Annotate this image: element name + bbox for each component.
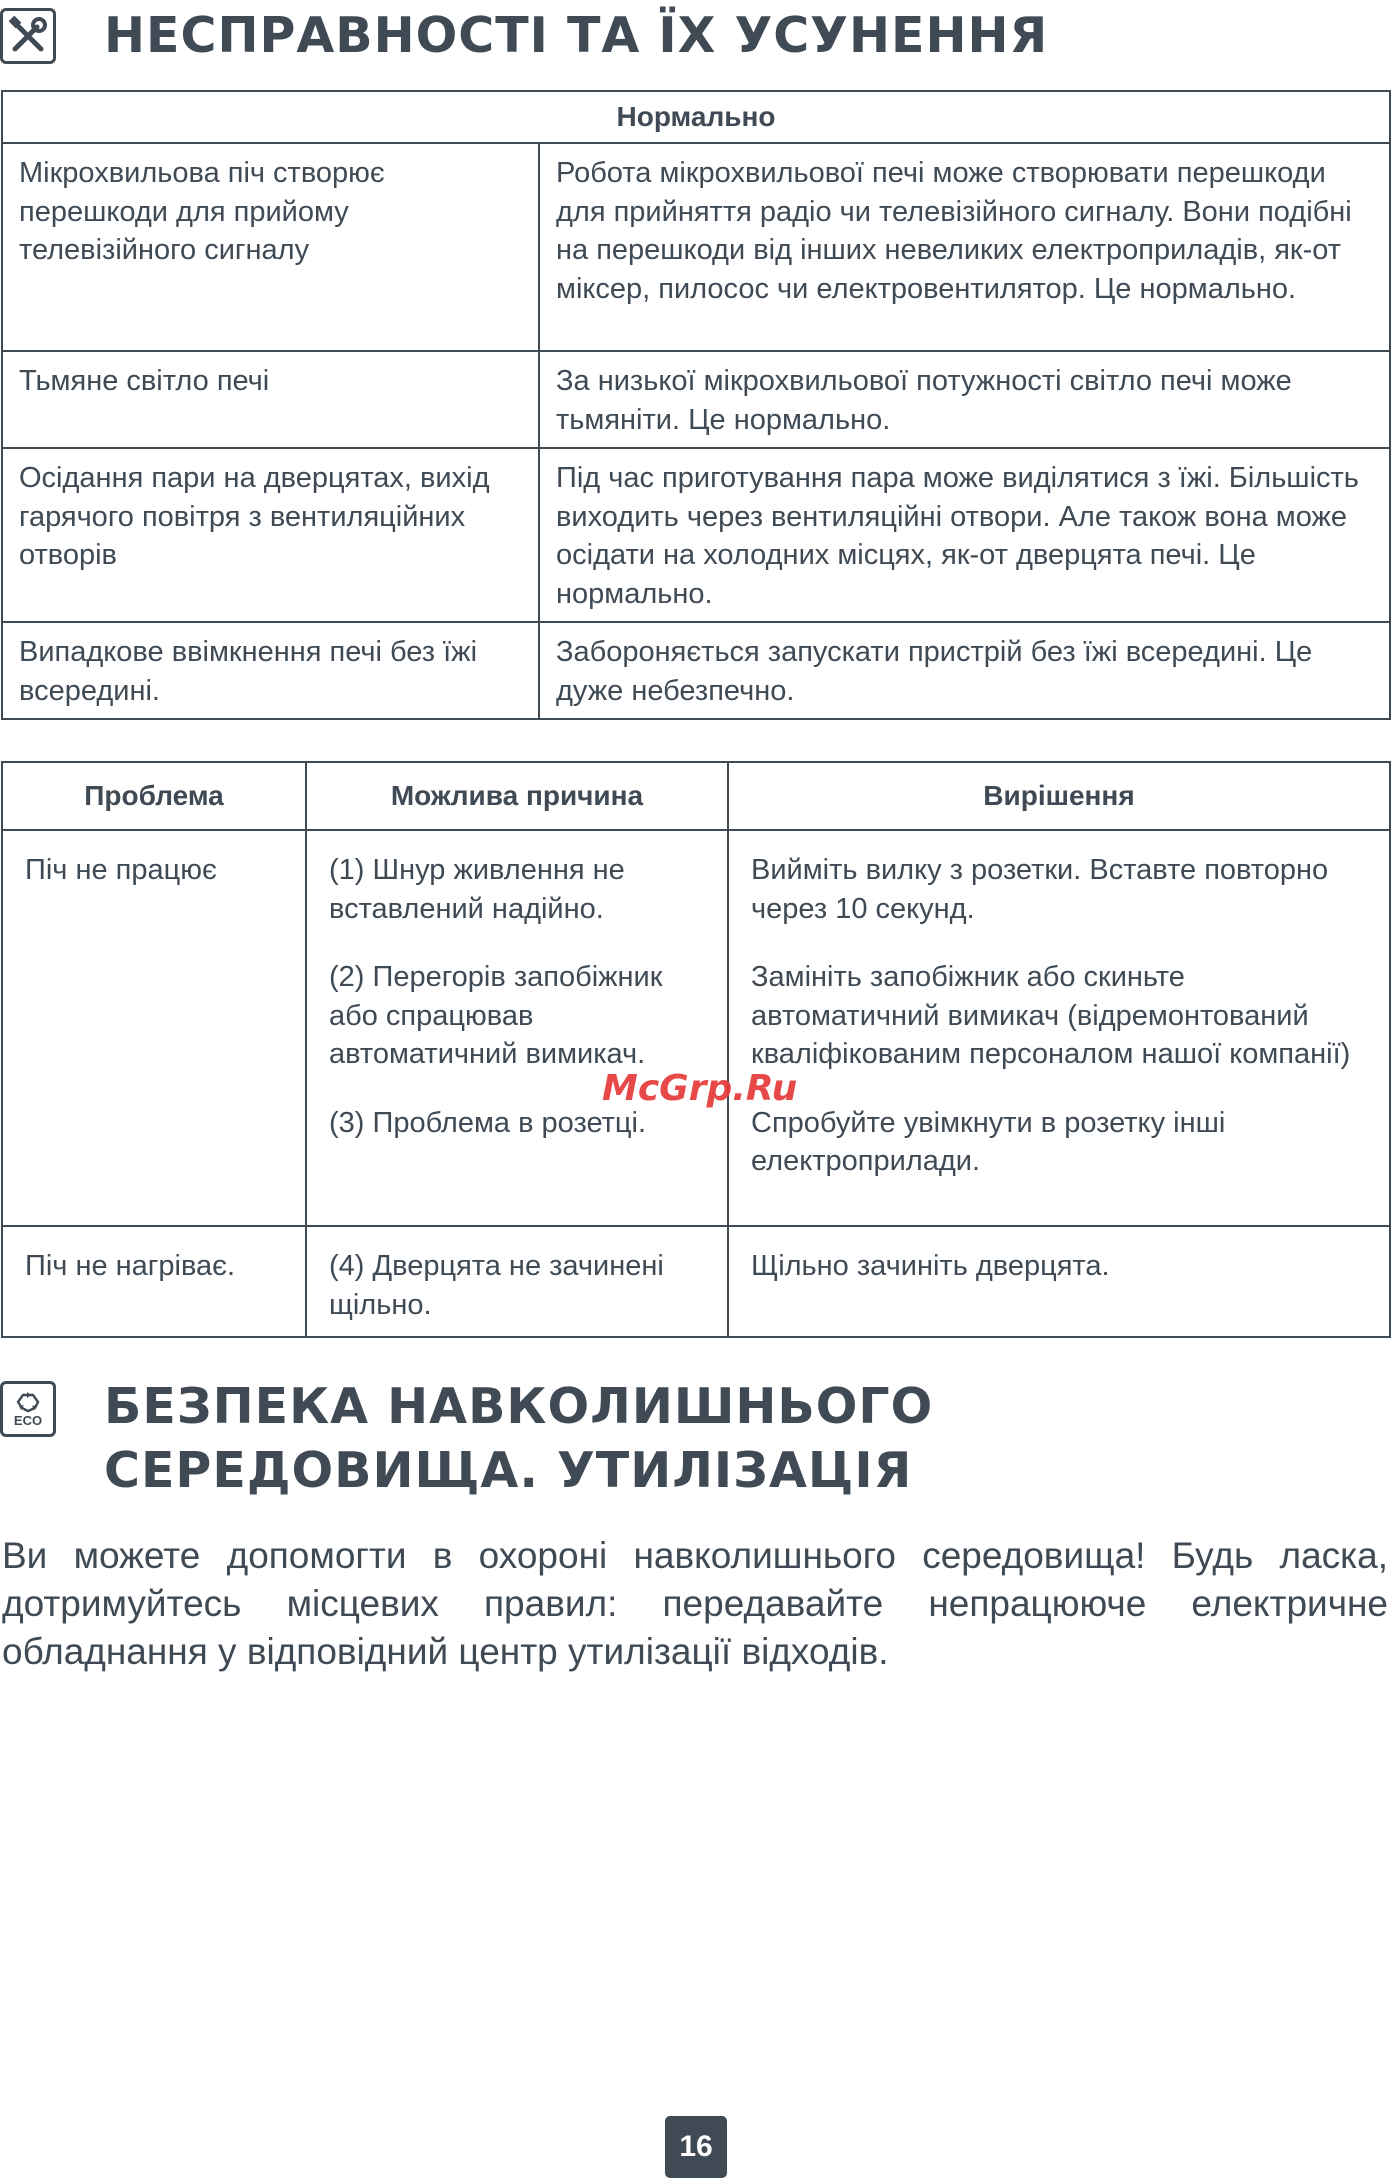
solution-item: Спробуйте увімкнути в розетку інші електроприлади. [751, 1106, 1226, 1177]
page-number: 16 [665, 2116, 727, 2178]
table-row [2, 830, 1390, 1226]
disposal-paragraph: Ви можете допомогти в охороні навколишнього середовища! Будь ласка, дотримуйтесь місцевих правил: передавайте непрацююче електричне обладнання у відповідний центр утилізації відходів. [2, 1535, 1388, 1672]
cause-item: (2) Перегорів запобіжник або спрацював автоматичний вимикач. [329, 961, 663, 1070]
issue-cell: Випадкове ввімкнення печі без їжі всередині. [2, 622, 539, 719]
section-title-line: СЕРЕДОВИЩА. УТИЛІЗАЦІЯ [104, 1442, 913, 1499]
column-header-problem: Проблема [2, 762, 306, 830]
problem-cell: Піч не нагріває. [2, 1226, 306, 1337]
explanation-cell: За низької мікрохвильової потужності світло печі може тьмяніти. Це нормально. [539, 351, 1390, 448]
section-title [104, 1375, 933, 1503]
solution-item: Замініть запобіжник або скиньте автоматичний вимикач (відремонтований кваліфікованим персоналом нашої компанії) [751, 961, 1351, 1070]
eco-recycle-icon [0, 1381, 56, 1437]
cause-item: (3) Проблема в розетці. [329, 1106, 647, 1139]
solution-item: Щільно зачиніть дверцята. [751, 1250, 1110, 1282]
cause-item: (4) Дверцята не зачинені щільно. [329, 1250, 664, 1321]
explanation-cell: Під час приготування пара може виділятися з їжі. Більшість виходить через вентиляційні отвори. Але також вона може осідати на холодних місцях, як-от дверцята печі. Це нормально. [539, 448, 1390, 622]
column-header-cause: Можлива причина [306, 762, 728, 830]
issue-cell: Тьмяне світло печі [2, 351, 539, 448]
table-row [2, 143, 1390, 351]
cause-cell [306, 830, 728, 1226]
solution-cell [728, 1226, 1390, 1337]
explanation-cell: Робота мікрохвильової печі може створювати перешкоди для прийняття радіо чи телевізійного сигналу. Вони подібні на перешкоди від інших невеликих електроприладів, як-от міксер, пилосос чи електровентилятор. Це нормально. [539, 143, 1390, 351]
table-row [2, 351, 1390, 448]
eco-label: ECO [13, 1413, 43, 1428]
table-row [2, 622, 1390, 719]
cause-item: (1) Шнур живлення не вставлений надійно. [329, 854, 625, 925]
solution-cell [728, 830, 1390, 1226]
issue-cell: Мікрохвильова піч створює перешкоди для прийому телевізійного сигналу [2, 143, 539, 351]
environment-heading [0, 1375, 933, 1503]
table-header: Нормально [2, 91, 1390, 143]
troubleshooting-heading [0, 4, 1048, 68]
explanation-cell: Забороняється запускати пристрій без їжі всередині. Це дуже небезпечно. [539, 622, 1390, 719]
solution-item: Вийміть вилку з розетки. Вставте повторно через 10 секунд. [751, 854, 1329, 925]
tools-icon [0, 8, 56, 64]
normal-behavior-table [1, 90, 1391, 720]
page-title: НЕСПРАВНОСТІ ТА ЇХ УСУНЕННЯ [104, 7, 1049, 64]
section-title-line: БЕЗПЕКА НАВКОЛИШНЬОГО [104, 1378, 934, 1435]
table-row [2, 448, 1390, 622]
watermark: McGrp.Ru [602, 1068, 798, 1109]
problem-cell: Піч не працює [2, 830, 306, 1226]
column-header-solution: Вирішення [728, 762, 1390, 830]
table-row [2, 1226, 1390, 1337]
cause-cell [306, 1226, 728, 1337]
issue-cell: Осідання пари на дверцятах, вихід гарячого повітря з вентиляційних отворів [2, 448, 539, 622]
troubleshooting-table [1, 761, 1391, 1338]
